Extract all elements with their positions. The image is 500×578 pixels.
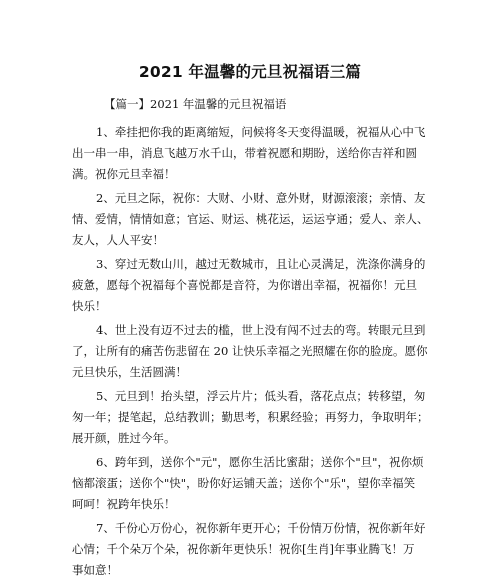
paragraph-1-line-1: 1、牵挂把你我的距离缩短，问候将冬天变得温暖，祝福从心中飞 — [96, 125, 426, 139]
paragraph-2-line-3: 友人，人人平安！ — [72, 233, 164, 247]
paragraph-4-line-3: 元旦快乐，生活圆满！ — [72, 365, 187, 379]
paragraph-1-line-3: 满。祝你元旦幸福！ — [72, 167, 176, 181]
paragraph-6-line-1: 6、跨年到，送你个"元"，愿你生活比蜜甜；送你个"旦"，祝你烦 — [96, 455, 424, 469]
paragraph-3-line-3: 快乐！ — [72, 299, 107, 313]
paragraph-7-line-2: 心情；千个朵万个朵，祝你新年更快乐！祝你[生肖]年事业腾飞！万 — [72, 542, 415, 556]
paragraph-6-line-3: 呵呵！祝跨年快乐！ — [72, 497, 176, 511]
paragraph-4-line-1: 4、世上没有迈不过去的槛，世上没有闯不过去的弯。转眼元旦到 — [96, 323, 426, 337]
paragraph-1-line-2: 出一串一串，消息飞越万水千山，带着祝愿和期盼，送给你吉祥和圆 — [72, 146, 417, 160]
paragraph-2-line-1: 2、元旦之际，祝你：大财、小财、意外财，财源滚滚；亲情、友 — [96, 191, 426, 205]
paragraph-5-line-2: 匆一年；提笔起，总结教训；勤思考，积累经验；再努力，争取明年； — [72, 410, 429, 424]
document-title: 2021 年温馨的元旦祝福语三篇 — [138, 63, 362, 81]
paragraph-2-line-2: 情、爱情，情情如意；官运、财运、桃花运，运运亨通；爱人、亲人、 — [72, 212, 429, 226]
paragraph-7-line-1: 7、千份心万份心，祝你新年更开心；千份情万份情，祝你新年好 — [96, 521, 426, 535]
paragraph-5-line-3: 展开颜，胜过今年。 — [72, 431, 176, 445]
paragraph-3-line-2: 疲惫，愿每个祝福每个喜悦都是音符，为你谱出幸福，祝福你！元旦 — [72, 278, 417, 292]
paragraph-3-line-1: 3、穿过无数山川，越过无数城市，且让心灵满足，洗涤你满身的 — [96, 257, 426, 271]
paragraph-6-line-2: 恼都滚蛋；送你个"快"，盼你好运铺天盖；送你个"乐"，望你幸福笑 — [72, 476, 416, 490]
paragraph-4-line-2: 了，让所有的痛苦伤悲留在 20 让快乐幸福之光照耀在你的脸庞。愿你 — [72, 344, 428, 358]
section-title: 【篇一】2021 年温馨的元旦祝福语 — [104, 97, 287, 111]
paragraph-5-line-1: 5、元旦到！抬头望，浮云片片；低头看，落花点点；转移望，匆 — [96, 389, 426, 403]
paragraph-7-line-3: 事如意！ — [72, 563, 118, 577]
